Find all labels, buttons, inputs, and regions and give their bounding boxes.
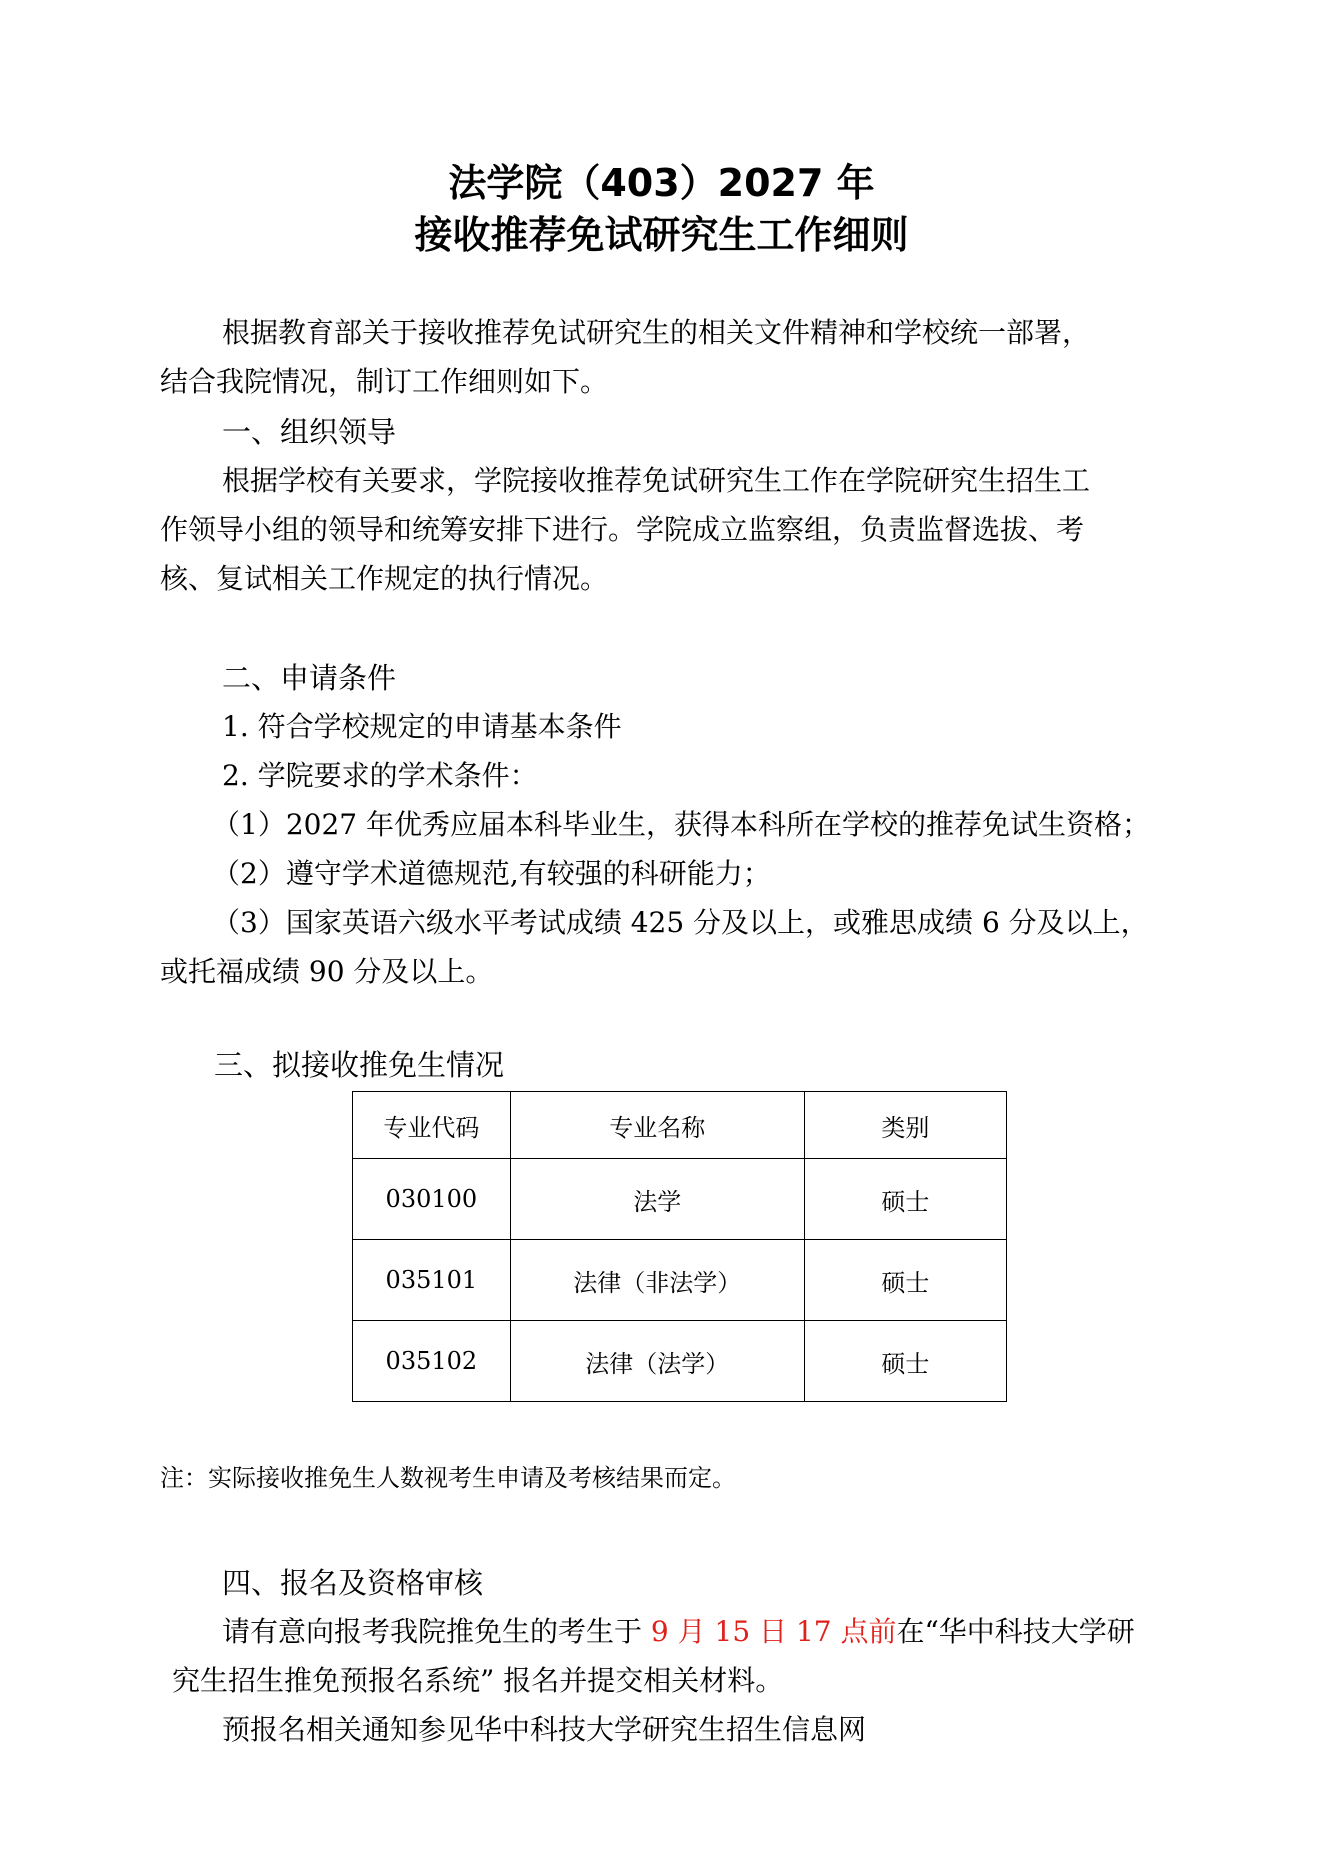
section4-line1-before: 请有意向报考我院推免生的考生于 [222, 1615, 651, 1648]
section2-item1: 1. 符合学校规定的申请基本条件 [222, 710, 622, 743]
section4-line3: 预报名相关通知参见华中科技大学研究生招生信息网 [222, 1713, 867, 1746]
section3-heading: 三、拟接收推免生情况 [214, 1048, 505, 1082]
section2-sub3-line2: 或托福成绩 90 分及以上。 [160, 955, 494, 988]
table-note: 注：实际接收推免生人数视考生申请及考核结果而定。 [160, 1464, 736, 1492]
table-row [353, 1240, 1007, 1321]
section4-line2: 究生招生推免预报名系统” 报名并提交相关材料。 [172, 1664, 784, 1697]
section2-sub2: （2）遵守学术道德规范,有较强的科研能力； [212, 857, 771, 890]
cell-major-name: 法学 [510, 1159, 804, 1240]
majors-table [352, 1091, 1007, 1402]
table-row [353, 1321, 1007, 1402]
cell-major-code: 035101 [353, 1240, 511, 1321]
cell-major-code: 035102 [353, 1321, 511, 1402]
section1-line1: 根据学校有关要求，学院接收推荐免试研究生工作在学院研究生招生工 [222, 464, 1091, 497]
cell-major-name: 法律（非法学） [510, 1240, 804, 1321]
section1-heading: 一、组织领导 [222, 415, 397, 449]
section2-heading: 二、申请条件 [222, 661, 397, 695]
section4-heading: 四、报名及资格审核 [222, 1566, 484, 1600]
section2-sub1: （1）2027 年优秀应届本科毕业生，获得本科所在学校的推荐免试生资格； [212, 808, 1150, 841]
registration-deadline: 9 月 15 日 17 点前 [650, 1615, 897, 1648]
document-title-line1: 法学院（403）2027 年 [448, 161, 875, 205]
document-title-line2: 接收推荐免试研究生工作细则 [414, 213, 909, 257]
intro-line2: 结合我院情况，制订工作细则如下。 [160, 365, 609, 398]
header-category: 类别 [804, 1092, 1006, 1159]
intro-line1: 根据教育部关于接收推荐免试研究生的相关文件精神和学校统一部署， [222, 316, 1091, 349]
header-major-name: 专业名称 [510, 1092, 804, 1159]
section2-sub3-line1: （3）国家英语六级水平考试成绩 425 分及以上，或雅思成绩 6 分及以上， [212, 906, 1149, 939]
cell-major-name: 法律（法学） [510, 1321, 804, 1402]
section1-line3: 核、复试相关工作规定的执行情况。 [160, 562, 609, 595]
header-major-code: 专业代码 [353, 1092, 511, 1159]
table-header-row [353, 1092, 1007, 1159]
section2-item2: 2. 学院要求的学术条件： [222, 759, 538, 792]
cell-category: 硕士 [804, 1240, 1006, 1321]
cell-category: 硕士 [804, 1159, 1006, 1240]
table-row [353, 1159, 1007, 1240]
section4-line1-after: 在“华中科技大学研 [896, 1615, 1135, 1648]
cell-major-code: 030100 [353, 1159, 511, 1240]
cell-category: 硕士 [804, 1321, 1006, 1402]
section1-line2: 作领导小组的领导和统筹安排下进行。学院成立监察组，负责监督选拔、考 [160, 513, 1085, 546]
section4-line1 [222, 1612, 1135, 1652]
